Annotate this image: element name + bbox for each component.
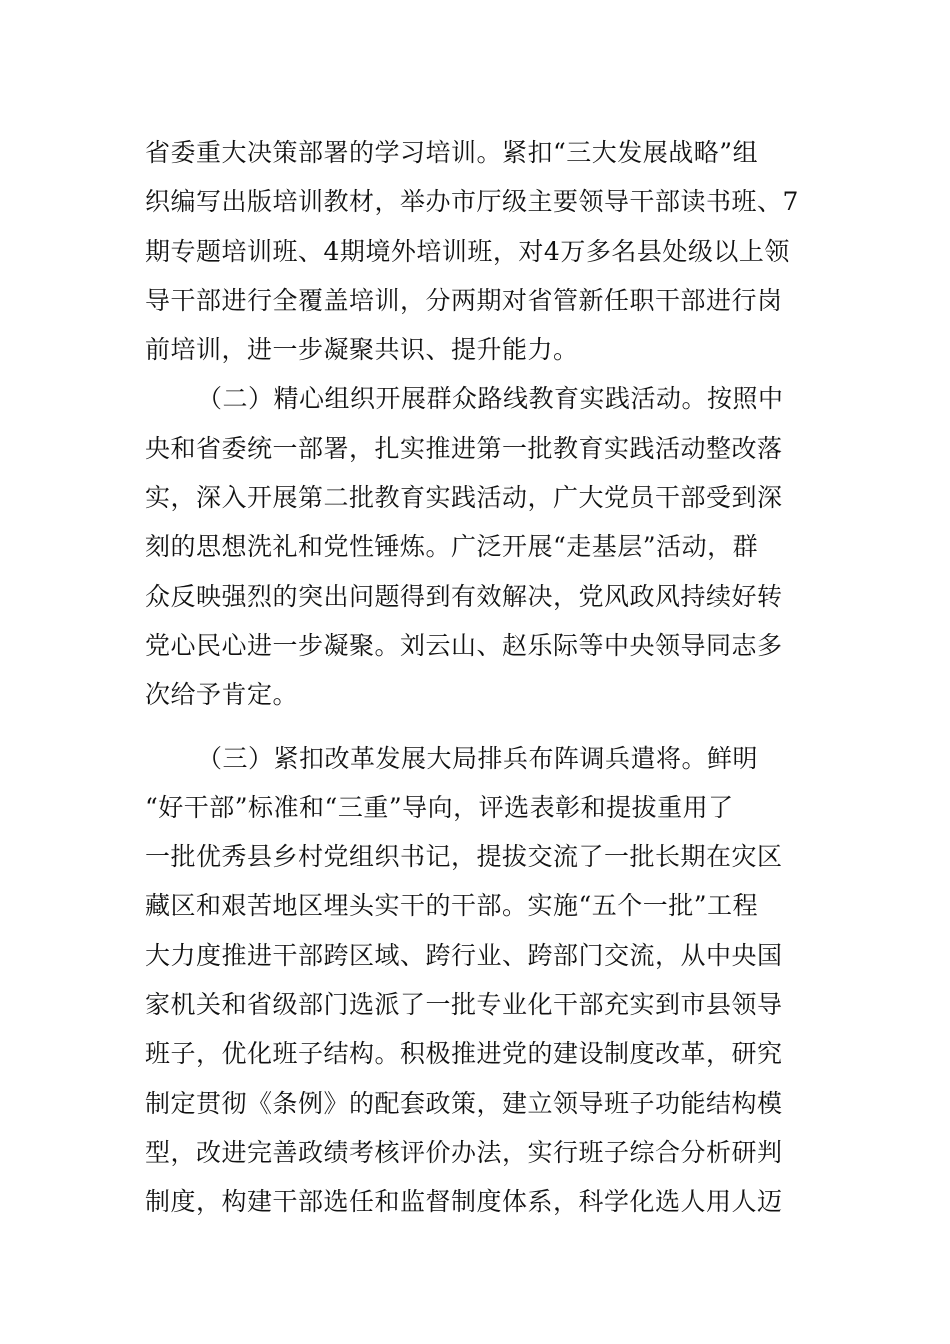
text-line: 制度，构建干部选任和监督制度体系，科学化选人用人迈 xyxy=(145,1187,783,1217)
text-line: 党心民心进一步凝聚。刘云山、赵乐际等中央领导同志多 xyxy=(145,630,783,660)
text-line: 一批优秀县乡村党组织书记，提拔交流了一批长期在灾区 xyxy=(145,842,783,872)
text-line: 众反映强烈的突出问题得到有效解决，党风政风持续好转 xyxy=(145,581,783,611)
text-line: 期专题培训班、4期境外培训班，对4万多名县处级以上领 xyxy=(145,236,790,266)
text-line: 次给予肯定。 xyxy=(145,680,299,710)
text-line: 家机关和省级部门选派了一批专业化干部充实到市县领导 xyxy=(145,990,783,1020)
text-line: 织编写出版培训教材，举办市厅级主要领导干部读书班、7 xyxy=(145,187,799,217)
paragraph-2 xyxy=(145,374,805,719)
text-line: 导干部进行全覆盖培训，分两期对省管新任职干部进行岗 xyxy=(145,285,783,315)
text-line: 型，改进完善政绩考核评价办法，实行班子综合分析研判 xyxy=(145,1137,783,1167)
text-line: 央和省委统一部署，扎实推进第一批教育实践活动整改落 xyxy=(145,433,783,463)
text-line: 大力度推进干部跨区域、跨行业、跨部门交流，从中央国 xyxy=(145,940,783,970)
text-line: 班子，优化班子结构。积极推进党的建设制度改革，研究 xyxy=(145,1039,783,1069)
text-line: 刻的思想洗礼和党性锤炼。广泛开展“走基层”活动，群 xyxy=(145,532,759,562)
text-line: “好干部”标准和“三重”导向，评选表彰和提拔重用了 xyxy=(145,792,734,822)
text-line: 前培训，进一步凝聚共识、提升能力。 xyxy=(145,335,579,365)
text-line: 省委重大决策部署的学习培训。紧扣“三大发展战略”组 xyxy=(145,138,759,167)
paragraph-spacer xyxy=(145,720,805,734)
text-line-heading xyxy=(145,734,805,783)
text-line: 实，深入开展第二批教育实践活动，广大党员干部受到深 xyxy=(145,483,783,513)
text-line-heading xyxy=(145,374,805,423)
paragraph-3 xyxy=(145,734,805,1227)
text-line: 藏区和艰苦地区埋头实干的干部。实施“五个一批”工程 xyxy=(145,891,759,921)
paragraph-3-first-line: （三）紧扣改革发展大局排兵布阵调兵遣将。鲜明 xyxy=(197,743,759,773)
paragraph-2-first-line: （二）精心组织开展群众路线教育实践活动。按照中 xyxy=(197,384,784,414)
body-text xyxy=(145,128,805,1227)
text-line: 制定贯彻《条例》的配套政策，建立领导班子功能结构模 xyxy=(145,1088,783,1118)
paragraph-1 xyxy=(145,128,805,374)
